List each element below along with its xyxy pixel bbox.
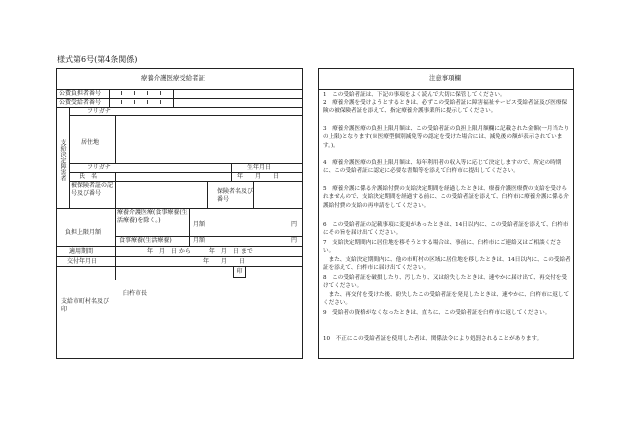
address-label: 居住地	[81, 139, 100, 146]
note-item-1: 1 この受給者証は、下記の事項をよく読んで大切に保管してください。	[323, 92, 506, 98]
issue-date-value: 年 月 日	[203, 258, 246, 265]
recipient-section-label: 支給決定障害者	[59, 139, 66, 181]
note-item-6: 6 この受給者証の記載事項に変更があったときは、14日以内に、この受給者証を添えて、臼杵市にその旨を届け出てください。	[323, 222, 569, 237]
note-item-3: 3 療養介護医療の負担上限月額は、この受給者証の負担上限月額欄に記載された金額(一月当たりの上限)となります(※医療型個別減免等の認定を受けた場合には、減免後の額が表示されています。)。	[323, 126, 570, 149]
birthdate-value: 年 月 日	[237, 173, 280, 180]
official-seal-mark: 印	[233, 266, 246, 278]
note-item-2: 2 療養介護を受けようとするときは、必ずこの受給者証に障害福祉サービス受給者証及び医療保険の被保険者証を添えて、指定療養介護事業所に提示してください。	[323, 100, 568, 115]
note-item-5: 5 療養介護に係る介護給付費の支給決定期間を経過したときは、療養介護医療費の支給を受けられませんので、支給決定期間を経過する前に、この受給者証を添えて、臼杵市に療養介護に係る介護給付費の支給の再申請をしてください。	[323, 186, 569, 209]
medical-care-monthly-label: 月額	[193, 221, 206, 228]
insurer-label: 保険者名及び番号	[217, 188, 254, 203]
insurance-symbol-label: 被保険者証の記号及び番号	[71, 182, 114, 197]
copay-limit-label: 負担上限月額	[65, 229, 102, 236]
birthdate-label: 生年月日	[247, 164, 272, 171]
municipality-label: 支給市町村名及び印	[61, 298, 110, 313]
form-number-label: 様式第6号(第4条関係)	[57, 55, 138, 64]
public-payer-number-label: 公費負担者番号	[59, 90, 102, 97]
furigana-label-address: フリガナ	[87, 108, 111, 115]
note-item-4: 4 療養介護医療の負担上限月額は、毎年利用者の収入等に応じて決定しますので、所定の時期に、この受給者証に認定に必要な書類等を添えて臼杵市に提出してください。	[323, 160, 562, 175]
note-item-10: 10 不正にこの受給者証を使用した者は、関係法令により処罰されることがあります。	[323, 336, 543, 342]
notes-title: 注意事項欄	[429, 74, 461, 82]
issue-date-label: 交付年月日	[67, 258, 98, 265]
meal-care-label: 食事療養(生活療養)	[119, 237, 172, 244]
note-item-8-cont: また、再交付を受けた後、紛失したこの受給者証を発見したときは、速やかに、臼杵市に返してください。	[323, 292, 570, 307]
note-item-7-cont: また、支給決定期間内に、他の市町村の区域に居住地を移したときは、14日以内に、この受給者証を添えて、臼杵市に届け出てください。	[323, 257, 571, 272]
meal-care-monthly-label: 月額	[193, 237, 206, 244]
name-label: 氏 名	[79, 173, 98, 180]
medical-care-yen: 円	[291, 221, 298, 228]
public-recipient-number-label: 公費受給者番号	[59, 99, 102, 106]
note-item-7: 7 支給決定期間内に居住地を移そうとする場合は、事前に、臼杵市にご連絡又はご相談ください。	[323, 240, 562, 255]
meal-care-yen: 円	[291, 237, 298, 244]
validity-value: 年 月 日 から 年 月 日 まで	[147, 248, 253, 255]
mayor-name: 臼杵市長	[123, 290, 148, 297]
notes-panel	[318, 68, 574, 359]
note-item-9: 9 受給者の資格がなくなったときは、直ちに、この受給者証を臼杵市に返してください。	[323, 310, 551, 316]
certificate-title: 療養介護医療受給者証	[141, 74, 205, 82]
certificate-form	[56, 68, 303, 359]
note-item-8: 8 この受給者証を破損したり、汚したり、又は紛失したときは、速やかに届け出て、再交付を受けてください。	[323, 275, 567, 290]
validity-label: 適用期間	[69, 248, 94, 255]
furigana-label-name: フリガナ	[87, 164, 111, 171]
medical-care-label: 療養介護医療(食事療養(生活療養)を除く。)	[117, 209, 188, 224]
